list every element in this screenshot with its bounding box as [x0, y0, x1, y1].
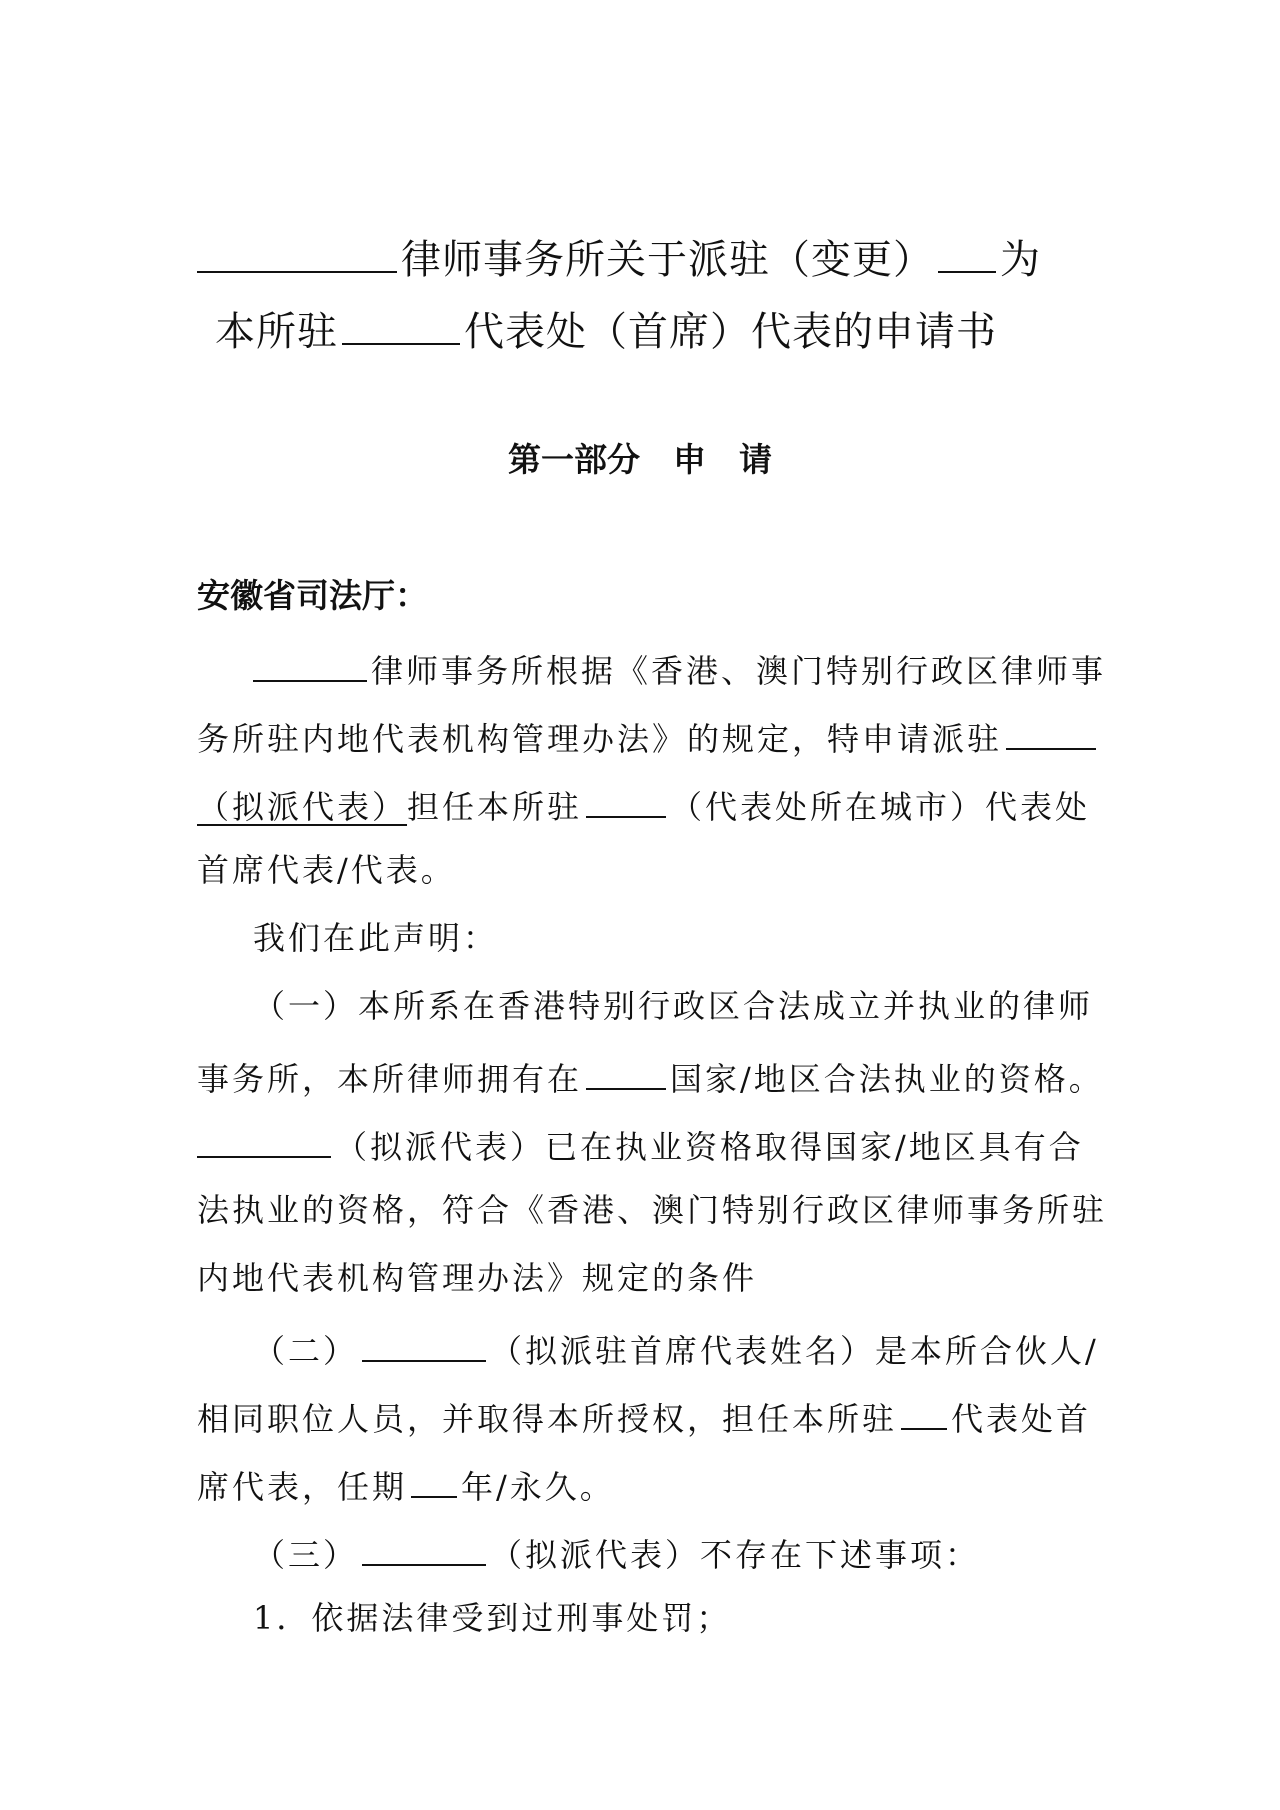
representative-blank: [1006, 714, 1096, 750]
title-line-2-text: 代表处（首席）代表的申请书: [464, 309, 997, 355]
title-line-1-end: 为: [1000, 237, 1041, 283]
item2-line-3-text-a: 席代表，任期: [197, 1468, 408, 1506]
item2-line-3: [197, 1462, 615, 1507]
paragraph1-line-2-text: 务所驻内地代表机构管理办法》的规定，特申请派驻: [197, 720, 1003, 758]
salutation: 安徽省司法厅：: [197, 576, 428, 615]
item3-line-1: [253, 1530, 980, 1575]
item2-line-1-text: （拟派驻首席代表姓名）是本所合伙人/: [490, 1332, 1099, 1370]
paragraph1-line-1-text: 律师事务所根据《香港、澳门特别行政区律师事: [371, 652, 1107, 690]
item1-line-2-text-a: 事务所，本所律师拥有在: [197, 1060, 583, 1098]
section-heading: 第一部分 申 请: [508, 440, 772, 479]
item1-line-4: 法执业的资格，符合《香港、澳门特别行政区律师事务所驻: [197, 1191, 1108, 1229]
item1-line-2-text-b: 国家/地区合法执业的资格。: [670, 1060, 1104, 1098]
paragraph1-line-4: 首席代表/代表。: [197, 851, 456, 889]
declaration-intro: 我们在此声明：: [253, 919, 499, 957]
item1-line-2: [197, 1054, 1104, 1099]
title-line-1-text: 律师事务所关于派驻（变更）: [401, 237, 934, 283]
item1-line-5: 内地代表机构管理办法》规定的条件: [197, 1259, 758, 1297]
country-blank: [586, 1054, 666, 1090]
representative-blank-3: [362, 1530, 486, 1566]
proposed-representative-note: （拟派代表）: [197, 788, 408, 826]
paragraph1-line-2: [197, 714, 1100, 759]
representative-blank-2: [197, 1122, 331, 1158]
document-title-line-2: [215, 308, 997, 356]
law-firm-name-blank: [197, 237, 397, 273]
term-blank: [411, 1462, 457, 1498]
item3-line-1-text: （拟派代表）不存在下述事项：: [490, 1536, 981, 1574]
list-item: 1．依据法律受到过刑事处罚；: [253, 1599, 732, 1637]
paragraph1-line-1: [253, 646, 1106, 691]
item2-line-2-text-a: 相同职位人员，并取得本所授权，担任本所驻: [197, 1400, 898, 1438]
item1-line-3-text: （拟派代表）已在执业资格取得国家/地区具有合: [335, 1128, 1084, 1166]
paragraph1-line-3-text-b: （代表处所在城市）代表处: [670, 788, 1091, 826]
paragraph1-line-3: [197, 782, 1090, 827]
item2-prefix: （二）: [253, 1332, 359, 1370]
representative-name-blank: [938, 237, 996, 273]
city-blank: [586, 782, 666, 818]
item2-line-3-text-b: 年/永久。: [461, 1468, 615, 1506]
office-blank: [901, 1394, 947, 1430]
item1-line-1: （一）本所系在香港特别行政区合法成立并执业的律师: [253, 987, 1094, 1025]
chief-representative-blank: [362, 1326, 486, 1362]
item1-line-3: [197, 1122, 1084, 1167]
law-firm-blank: [253, 646, 367, 682]
item2-line-2-text-b: 代表处首: [951, 1400, 1092, 1438]
item3-prefix: （三）: [253, 1536, 359, 1574]
item2-line-1: [253, 1326, 1099, 1371]
title-line-2-start: 本所驻: [215, 309, 338, 355]
item2-line-2: [197, 1394, 1091, 1439]
office-city-blank: [342, 309, 460, 345]
paragraph1-line-3-text-a: 担任本所驻: [407, 788, 583, 826]
document-title-line-1: [197, 236, 1041, 284]
